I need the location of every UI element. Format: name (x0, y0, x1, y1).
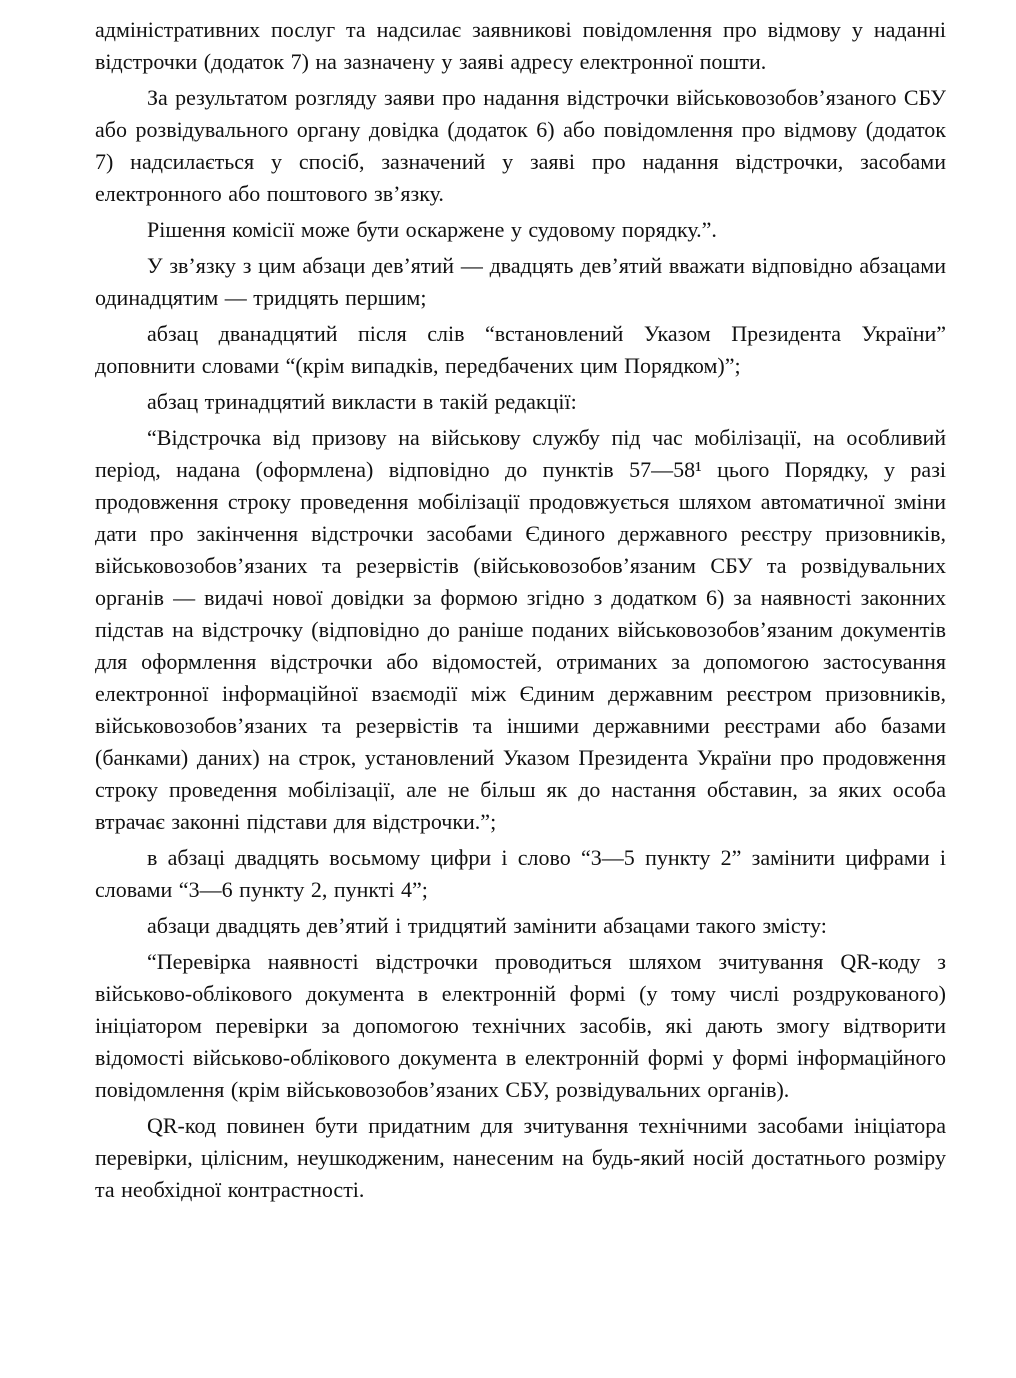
paragraph-3: Рішення комісії може бути оскаржене у судовому порядку.”. (147, 217, 717, 242)
paragraph-4: У зв’язку з цим абзаци дев’ятий — двадцять дев’ятий вважати відповідно абзацами одинадцятим — тридцять першим; (95, 253, 946, 310)
paragraph-2: За результатом розгляду заяви про надання відстрочки військовозобов’язаного СБУ або розвідувального органу довідка (додаток 6) або повідомлення про відмову (додаток 7) надсилається у спосіб, зазначений у заяві про надання відстрочки, засобами електронного або поштового зв’язку. (95, 85, 946, 206)
paragraph-11: QR-код повинен бути придатним для зчитування технічними засобами ініціатора перевірки, цілісним, неушкодженим, нанесеним на будь-який носій достатнього розміру та необхідної контрастності. (95, 1113, 946, 1202)
paragraph-7: “Відстрочка від призову на військову службу під час мобілізації, на особливий період, надана (оформлена) відповідно до пунктів 57—58¹ цього Порядку, у разі продовження строку проведення мобілізації продовжується шляхом автоматичної зміни дати про закінчення відстрочки засобами Єдиного державного реєстру призовників, військовозобов’язаних та резервістів (військовозобов’язаним СБУ та розвідувальних органів — видачі нової довідки за формою згідно з додатком 6) за наявності законних підстав на відстрочку (відповідно до раніше поданих військовозобов’язаним документів для оформлення відстрочки або відомостей, отриманих за допомогою застосування електронної інформаційної взаємодії між Єдиним державним реєстром призовників, військовозобов’язаних та резервістів та іншими державними реєстрами або базами (банками) даних) на строк, установлений Указом Президента України про продовження строку проведення мобілізації, але не більш як до настання обставин, за яких особа втрачає законні підстави для відстрочки.”; (95, 425, 946, 834)
paragraph-10: “Перевірка наявності відстрочки проводиться шляхом зчитування QR-коду з військово-облікового документа в електронній формі (у тому числі роздрукованого) ініціатором перевірки за допомогою технічних засобів, які дають змогу відтворити відомості військово-облікового документа в електронній формі у формі інформаційного повідомлення (крім військовозобов’язаних СБУ, розвідувальних органів). (95, 949, 946, 1102)
paragraph-8: в абзаці двадцять восьмому цифри і слово “3—5 пункту 2” замінити цифрами і словами “3—6 пункту 2, пункті 4”; (95, 845, 946, 902)
paragraph-6: абзац тринадцятий викласти в такій редакції: (147, 389, 577, 414)
paragraph-9: абзаци двадцять дев’ятий і тридцятий замінити абзацами такого змісту: (147, 913, 827, 938)
paragraph-5: абзац дванадцятий після слів “встановлений Указом Президента України” доповнити словами “(крім випадків, передбачених цим Порядком)”; (95, 321, 946, 378)
paragraph-continuation: адміністративних послуг та надсилає заявникові повідомлення про відмову у наданні відстрочки (додаток 7) на зазначену у заяві адресу електронної пошти. (95, 17, 946, 74)
